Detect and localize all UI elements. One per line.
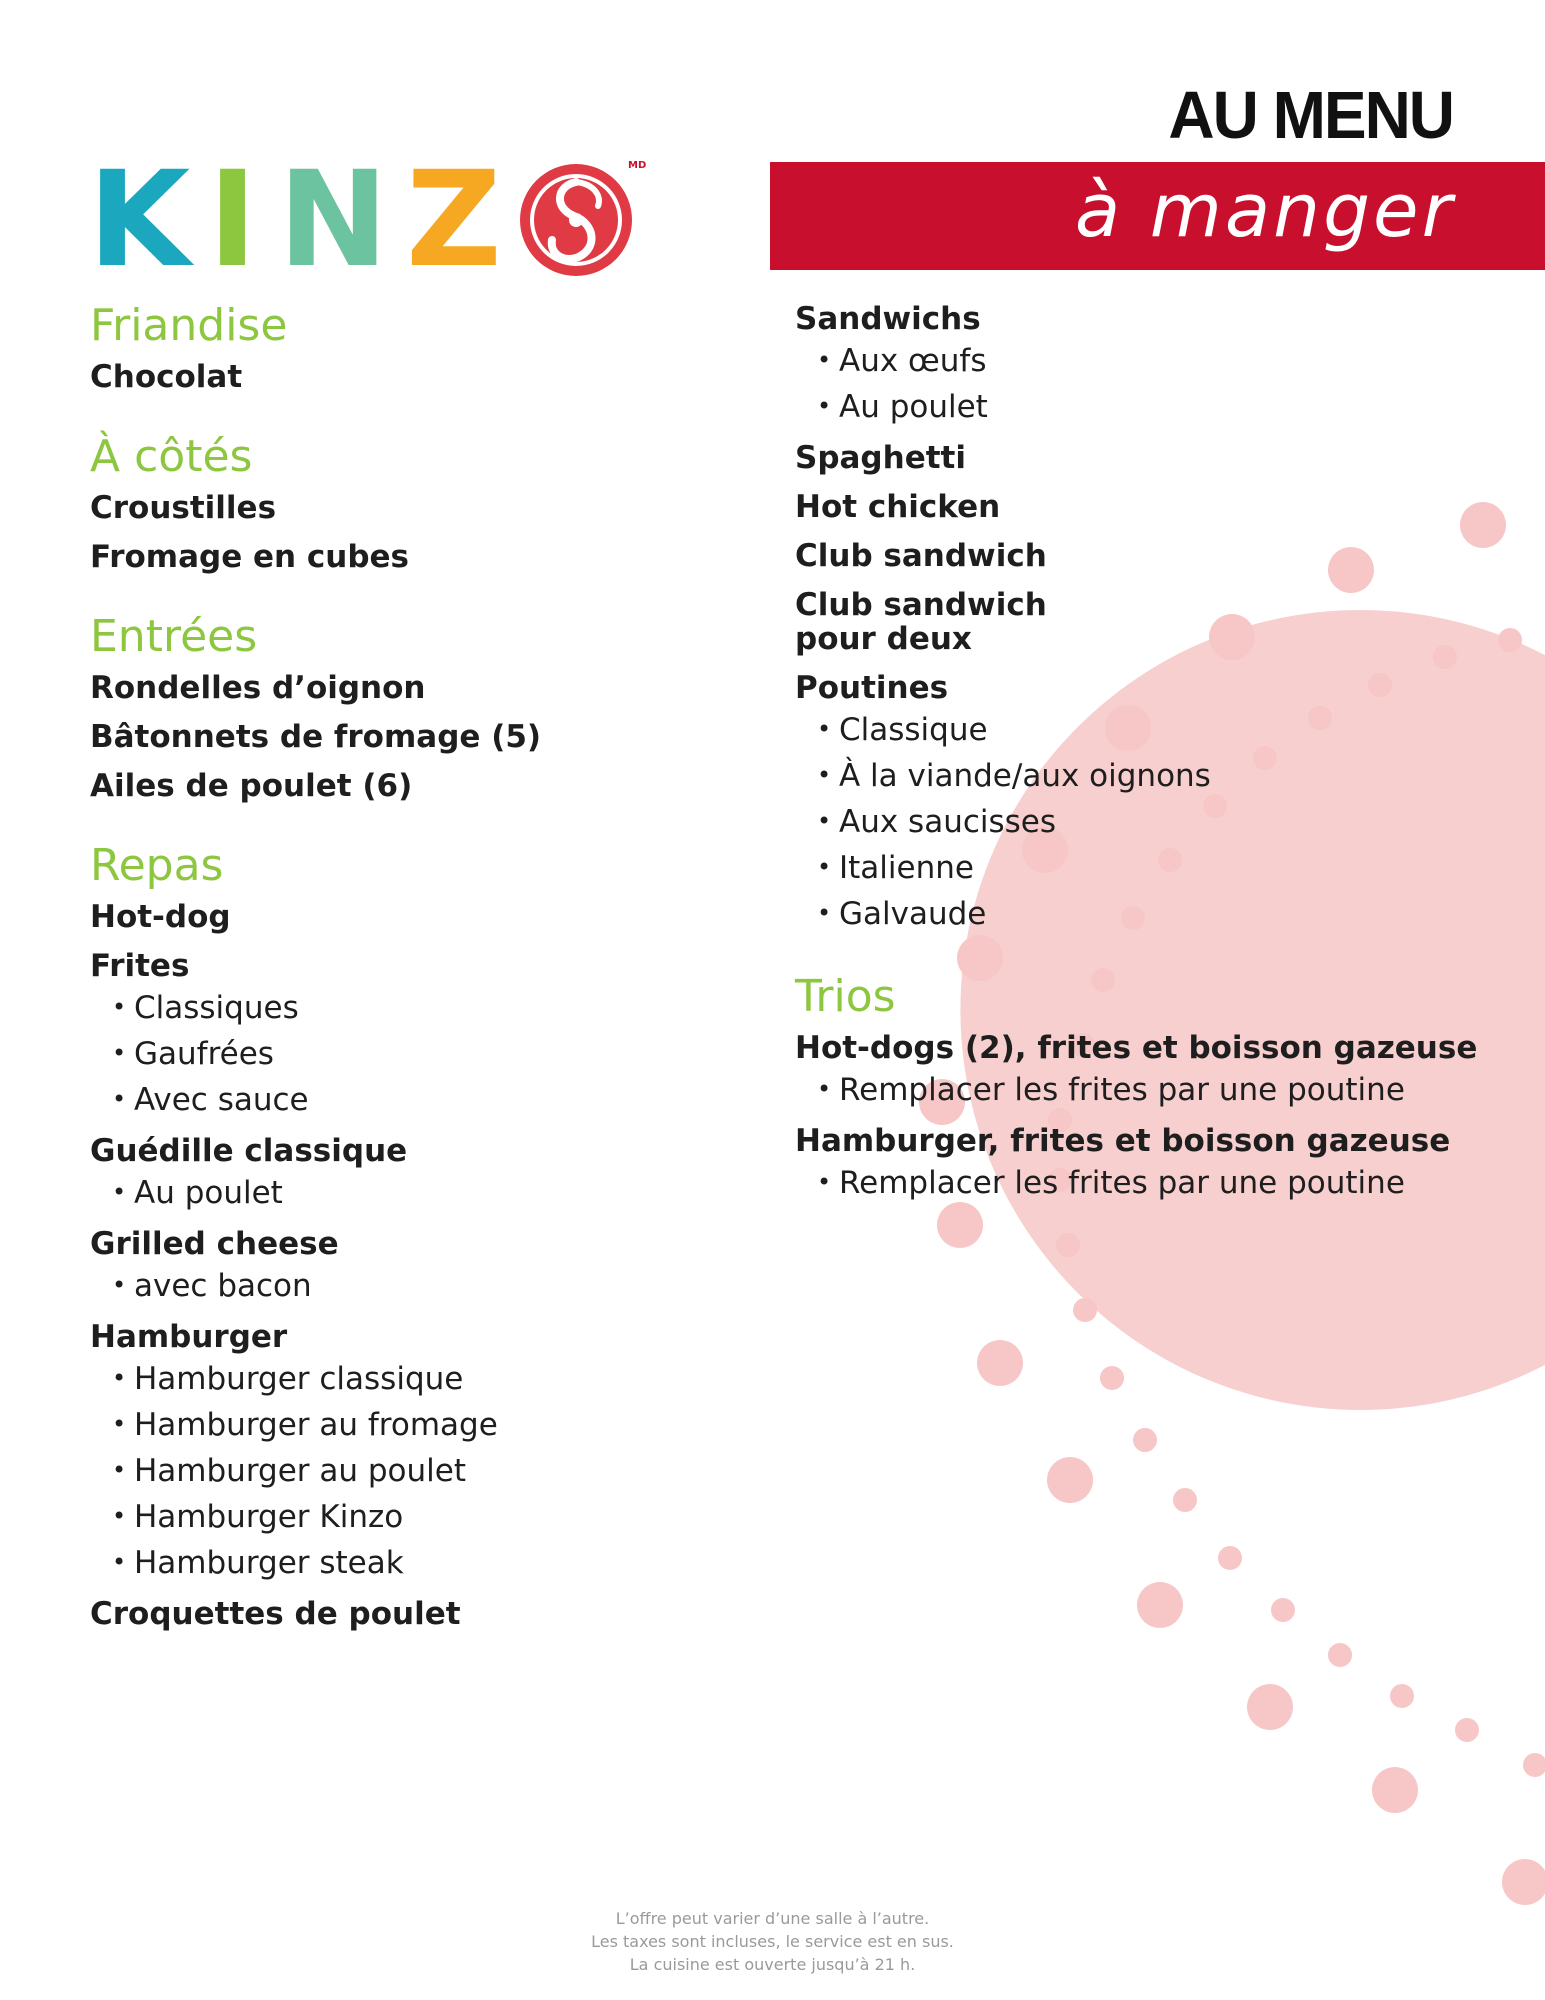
sub-item	[112, 1035, 730, 1072]
bullet-icon: •	[817, 807, 832, 835]
a-manger-title: à manger	[1074, 168, 1455, 254]
sub-item	[817, 388, 1515, 425]
decorative-dot	[1133, 1428, 1157, 1452]
decorative-dot	[1218, 1546, 1242, 1570]
menu-item-sandwichs: Sandwichs	[795, 301, 981, 337]
sub-item	[817, 895, 1515, 932]
sub-item	[112, 1498, 730, 1535]
sub-item-label: Hamburger steak	[134, 1545, 404, 1581]
sub-item	[817, 1071, 1515, 1108]
bullet-icon: •	[817, 899, 832, 927]
bullet-icon: •	[817, 761, 832, 789]
bullet-icon: •	[112, 1364, 127, 1392]
sub-item-label: Hamburger Kinzo	[134, 1499, 404, 1535]
sub-item-label: Classique	[839, 712, 988, 748]
decorative-dot	[1271, 1598, 1295, 1622]
menu-item-spaghetti: Spaghetti	[795, 440, 966, 476]
bullet-icon: •	[817, 392, 832, 420]
sub-item	[817, 803, 1515, 840]
sub-item-label: À la viande/aux oignons	[839, 758, 1211, 794]
sub-item	[112, 1081, 730, 1118]
logo-letter-z: Z	[406, 143, 502, 297]
bullet-icon: •	[817, 346, 832, 374]
decorative-dot	[1372, 1767, 1418, 1813]
menu-item-club-deux	[795, 586, 1515, 658]
sub-item-label: Remplacer les frites par une poutine	[839, 1165, 1405, 1201]
decorative-dot	[1073, 1298, 1097, 1322]
footer-line-3: La cuisine est ouverte jusqu’à 21 h.	[629, 1955, 916, 1974]
sub-item	[817, 1164, 1515, 1201]
logo-letter-k: K	[88, 143, 191, 297]
menu-item-club-sandwich: Club sandwich	[795, 538, 1047, 574]
menu-item-chocolat: Chocolat	[90, 359, 243, 395]
sub-item	[817, 711, 1515, 748]
decorative-dot	[1173, 1488, 1197, 1512]
au-menu-heading: AU MENU	[1168, 77, 1453, 153]
decorative-dot	[1523, 1753, 1545, 1777]
menu-item-fromage-cubes: Fromage en cubes	[90, 539, 410, 575]
menu-item-frites: Frites	[90, 948, 190, 984]
sub-item	[112, 1544, 730, 1581]
bullet-icon: •	[817, 715, 832, 743]
section-title-entrees: Entrées	[90, 611, 258, 662]
decorative-dot	[1328, 1643, 1352, 1667]
sub-item-label: Gaufrées	[134, 1036, 274, 1072]
bullet-icon: •	[112, 993, 127, 1021]
menu-item-guedille: Guédille classique	[90, 1133, 408, 1169]
sub-item	[112, 1452, 730, 1489]
sub-item-label: Classiques	[134, 990, 299, 1026]
trademark-md: MD	[628, 160, 647, 171]
decorative-dot	[977, 1340, 1023, 1386]
menu-item-hamburger: Hamburger	[90, 1319, 288, 1355]
a-manger-banner	[770, 162, 1545, 270]
sub-item-label: Remplacer les frites par une poutine	[839, 1072, 1405, 1108]
sub-item-label: Aux saucisses	[839, 804, 1057, 840]
menu-item-ailes: Ailes de poulet (6)	[90, 768, 413, 804]
swirl-emblem-icon	[516, 160, 636, 280]
bullet-icon: •	[112, 1456, 127, 1484]
section-title-repas: Repas	[90, 840, 224, 891]
bullet-icon: •	[112, 1548, 127, 1576]
decorative-dot	[1502, 1859, 1545, 1905]
bullet-icon: •	[817, 853, 832, 881]
bullet-icon: •	[112, 1271, 127, 1299]
decorative-dot	[1137, 1582, 1183, 1628]
menu-item-batonnets: Bâtonnets de fromage (5)	[90, 719, 542, 755]
menu-item-trio-hotdogs: Hot-dogs (2), frites et boisson gazeuse	[795, 1030, 1478, 1066]
menu-item-croustilles: Croustilles	[90, 490, 277, 526]
decorative-dot	[1056, 1233, 1080, 1257]
section-title-cotes: À côtés	[90, 431, 253, 482]
footer-notes	[0, 1907, 1545, 1976]
decorative-dot	[1455, 1718, 1479, 1742]
sub-item	[112, 1406, 730, 1443]
footer-line-2: Les taxes sont incluses, le service est en sus.	[591, 1932, 954, 1951]
menu-left-column	[90, 300, 730, 1644]
club-deux-line-2: pour deux	[795, 621, 972, 657]
club-deux-line-1: Club sandwich	[795, 587, 1047, 623]
sub-item-label: Hamburger au poulet	[134, 1453, 467, 1489]
sub-item	[817, 849, 1515, 886]
menu-item-trio-hamburger: Hamburger, frites et boisson gazeuse	[795, 1123, 1451, 1159]
sub-item-label: Avec sauce	[134, 1082, 309, 1118]
bullet-icon: •	[112, 1039, 127, 1067]
sub-item-label: Italienne	[839, 850, 974, 886]
menu-item-poutines: Poutines	[795, 670, 949, 706]
decorative-dot	[1047, 1457, 1093, 1503]
sub-item-label: Aux œufs	[839, 343, 987, 379]
sub-item	[817, 342, 1515, 379]
sub-item	[112, 1360, 730, 1397]
menu-item-hot-chicken: Hot chicken	[795, 489, 1001, 525]
menu-item-grilled-cheese: Grilled cheese	[90, 1226, 339, 1262]
bullet-icon: •	[112, 1085, 127, 1113]
sub-item-label: Hamburger au fromage	[134, 1407, 498, 1443]
bullet-icon: •	[112, 1178, 127, 1206]
menu-item-hot-dog: Hot-dog	[90, 899, 231, 935]
bullet-icon: •	[817, 1168, 832, 1196]
bullet-icon: •	[112, 1410, 127, 1438]
menu-right-column	[795, 300, 1515, 1210]
decorative-dot	[1390, 1684, 1414, 1708]
decorative-dot	[1247, 1684, 1293, 1730]
sub-item	[112, 1267, 730, 1304]
bullet-icon: •	[112, 1502, 127, 1530]
decorative-dot	[1100, 1366, 1124, 1390]
menu-item-rondelles: Rondelles d’oignon	[90, 670, 426, 706]
logo-letter-i: I	[208, 143, 258, 297]
footer-line-1: L’offre peut varier d’une salle à l’autre.	[615, 1909, 930, 1928]
bullet-icon: •	[817, 1075, 832, 1103]
menu-item-croquettes: Croquettes de poulet	[90, 1596, 461, 1632]
section-title-trios: Trios	[795, 971, 896, 1022]
sub-item-label: Au poulet	[839, 389, 988, 425]
sub-item-label: avec bacon	[134, 1268, 312, 1304]
sub-item-label: Galvaude	[839, 896, 987, 932]
sub-item	[112, 1174, 730, 1211]
logo-letter-n: N	[278, 143, 389, 297]
sub-item	[817, 757, 1515, 794]
section-title-friandise: Friandise	[90, 300, 288, 351]
sub-item-label: Au poulet	[134, 1175, 283, 1211]
sub-item-label: Hamburger classique	[134, 1361, 464, 1397]
sub-item	[112, 989, 730, 1026]
